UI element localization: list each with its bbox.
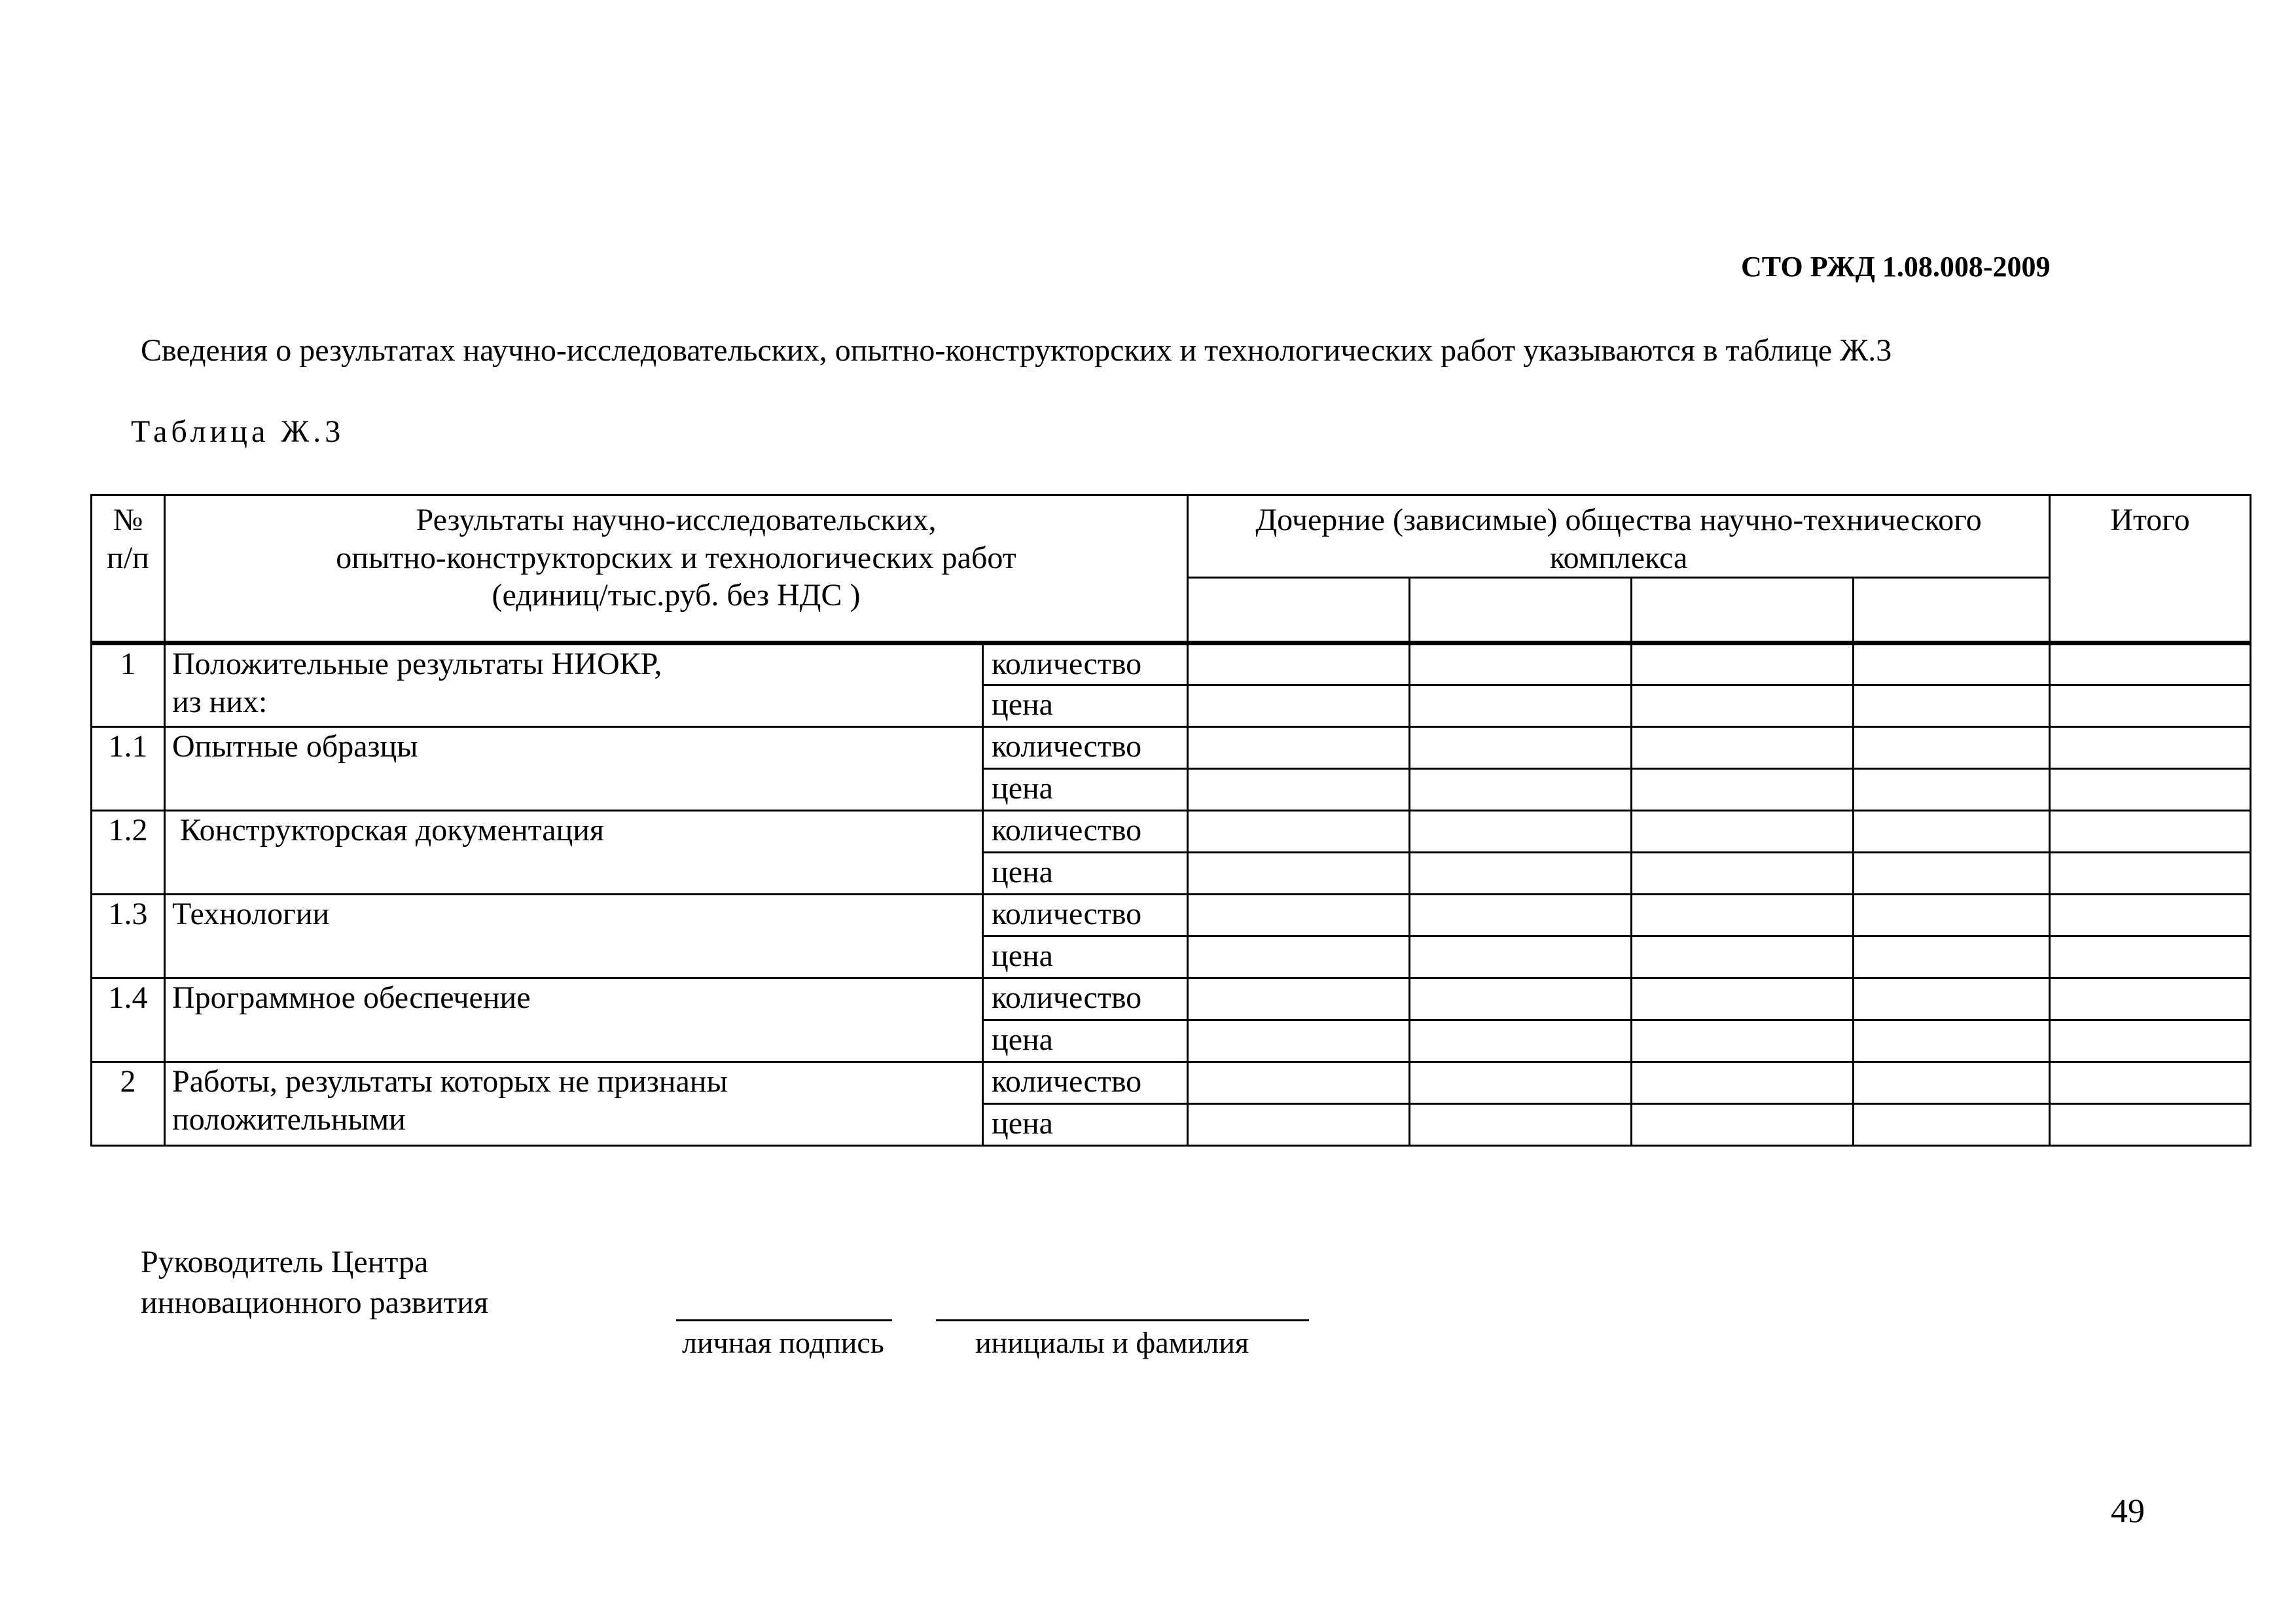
value-cell[interactable] [1410,1062,1632,1104]
metric-label-price: цена [983,1104,1188,1146]
header-subsidiary-cell [1854,578,2050,643]
value-cell[interactable] [1632,685,1854,727]
header-subsidiary-cell [1632,578,1854,643]
metric-label-price: цена [983,936,1188,978]
value-cell[interactable] [1854,643,2050,685]
header-total: Итого [2050,495,2251,643]
row-name-line1: Опытные образцы [172,729,418,764]
value-cell[interactable] [2050,978,2251,1020]
value-cell[interactable] [1632,811,1854,853]
row-name-line1: Конструкторская документация [172,813,604,848]
row-number: 1.4 [92,978,165,1062]
intro-text: Сведения о результатах научно-исследовательских, опытно-конструкторских и технологических работ указываются в таблице Ж.3 [141,333,1892,368]
value-cell[interactable] [1854,853,2050,895]
value-cell[interactable] [1410,895,1632,936]
value-cell[interactable] [1188,978,1410,1020]
value-cell[interactable] [1854,685,2050,727]
value-cell[interactable] [1632,643,1854,685]
metric-label-price: цена [983,685,1188,727]
header-subsidiaries-line2: комплекса [1549,540,1688,575]
signature-line [676,1319,892,1321]
value-cell[interactable] [1854,1104,2050,1146]
table-row [92,643,2251,685]
value-cell[interactable] [1632,769,1854,811]
row-number: 1.1 [92,727,165,811]
value-cell[interactable] [2050,727,2251,769]
row-name [165,978,983,1062]
value-cell[interactable] [1410,1104,1632,1146]
value-cell[interactable] [1854,1020,2050,1062]
value-cell[interactable] [1410,727,1632,769]
metric-label-price: цена [983,853,1188,895]
row-name [165,1062,983,1146]
row-name-line2: положительными [172,1101,406,1137]
value-cell[interactable] [2050,811,2251,853]
value-cell[interactable] [1188,1104,1410,1146]
value-cell[interactable] [1188,895,1410,936]
value-cell[interactable] [1188,853,1410,895]
metric-label-quantity: количество [983,727,1188,769]
value-cell[interactable] [1188,1062,1410,1104]
metric-label-quantity: количество [983,978,1188,1020]
row-name-line2: из них: [172,684,268,719]
header-subsidiaries [1188,495,2050,578]
value-cell[interactable] [2050,685,2251,727]
header-results-line2: опытно-конструкторских и технологических работ [336,540,1016,575]
value-cell[interactable] [1632,978,1854,1020]
row-name [165,895,983,978]
value-cell[interactable] [2050,769,2251,811]
value-cell[interactable] [2050,1104,2251,1146]
table-row [92,727,2251,769]
document-code: СТО РЖД 1.08.008-2009 [1741,251,2051,283]
value-cell[interactable] [1188,769,1410,811]
signatory-title-line1: Руководитель Центра [141,1245,429,1279]
value-cell[interactable] [1188,936,1410,978]
value-cell[interactable] [2050,1020,2251,1062]
value-cell[interactable] [1854,895,2050,936]
row-name [165,811,983,895]
header-subsidiary-cell [1410,578,1632,643]
value-cell[interactable] [2050,1062,2251,1104]
signatory-title [141,1242,599,1323]
header-results-line3: (единиц/тыс.руб. без НДС ) [492,578,861,613]
value-cell[interactable] [1854,727,2050,769]
value-cell[interactable] [1410,685,1632,727]
row-number: 1.2 [92,811,165,895]
table-body [92,643,2251,1146]
metric-label-quantity: количество [983,643,1188,685]
value-cell[interactable] [1854,811,2050,853]
value-cell[interactable] [1632,853,1854,895]
value-cell[interactable] [1854,769,2050,811]
value-cell[interactable] [1188,811,1410,853]
metric-label-price: цена [983,769,1188,811]
value-cell[interactable] [2050,936,2251,978]
table-row [92,978,2251,1020]
value-cell[interactable] [1854,978,2050,1020]
name-line [936,1319,1309,1321]
metric-label-price: цена [983,1020,1188,1062]
header-num [92,495,165,643]
value-cell[interactable] [1410,936,1632,978]
table-row [92,811,2251,853]
metric-label-quantity: количество [983,1062,1188,1104]
value-cell[interactable] [1632,1062,1854,1104]
row-name-line1: Работы, результаты которых не признаны [172,1064,728,1099]
value-cell[interactable] [1854,1062,2050,1104]
row-number: 2 [92,1062,165,1146]
results-table [90,494,2251,1147]
value-cell[interactable] [1188,727,1410,769]
value-cell[interactable] [1410,1020,1632,1062]
header-results [165,495,1188,643]
value-cell[interactable] [1410,769,1632,811]
page-number: 49 [2111,1493,2145,1530]
value-cell[interactable] [1632,895,1854,936]
value-cell[interactable] [1188,685,1410,727]
row-name [165,643,983,727]
value-cell[interactable] [1410,811,1632,853]
metric-label-quantity: количество [983,895,1188,936]
row-name-line1: Положительные результаты НИОКР, [172,647,662,682]
value-cell[interactable] [1632,727,1854,769]
row-number: 1 [92,643,165,727]
value-cell[interactable] [1188,643,1410,685]
table-caption: Таблица Ж.3 [131,414,345,449]
value-cell[interactable] [1632,1020,1854,1062]
value-cell[interactable] [2050,853,2251,895]
header-subsidiaries-line1: Дочерние (зависимые) общества научно-технического [1255,503,1982,537]
value-cell[interactable] [1410,978,1632,1020]
value-cell[interactable] [2050,643,2251,685]
value-cell[interactable] [1410,853,1632,895]
row-name [165,727,983,811]
header-subsidiary-cell [1188,578,1410,643]
value-cell[interactable] [1410,643,1632,685]
table-row [92,895,2251,936]
signature-caption: личная подпись [682,1326,884,1359]
header-results-line1: Результаты научно-исследовательских, [416,503,937,537]
table-row [92,1062,2251,1104]
metric-label-quantity: количество [983,811,1188,853]
value-cell[interactable] [1632,1104,1854,1146]
signatory-title-line2: инновационного развития [141,1285,488,1320]
value-cell[interactable] [2050,895,2251,936]
name-caption: инициалы и фамилия [975,1326,1249,1359]
row-name-line1: Технологии [172,897,330,932]
row-name-line1: Программное обеспечение [172,980,531,1016]
row-number: 1.3 [92,895,165,978]
value-cell[interactable] [1188,1020,1410,1062]
header-num-line2: п/п [107,540,149,575]
value-cell[interactable] [1632,936,1854,978]
value-cell[interactable] [1854,936,2050,978]
header-num-line1: № [113,503,143,537]
